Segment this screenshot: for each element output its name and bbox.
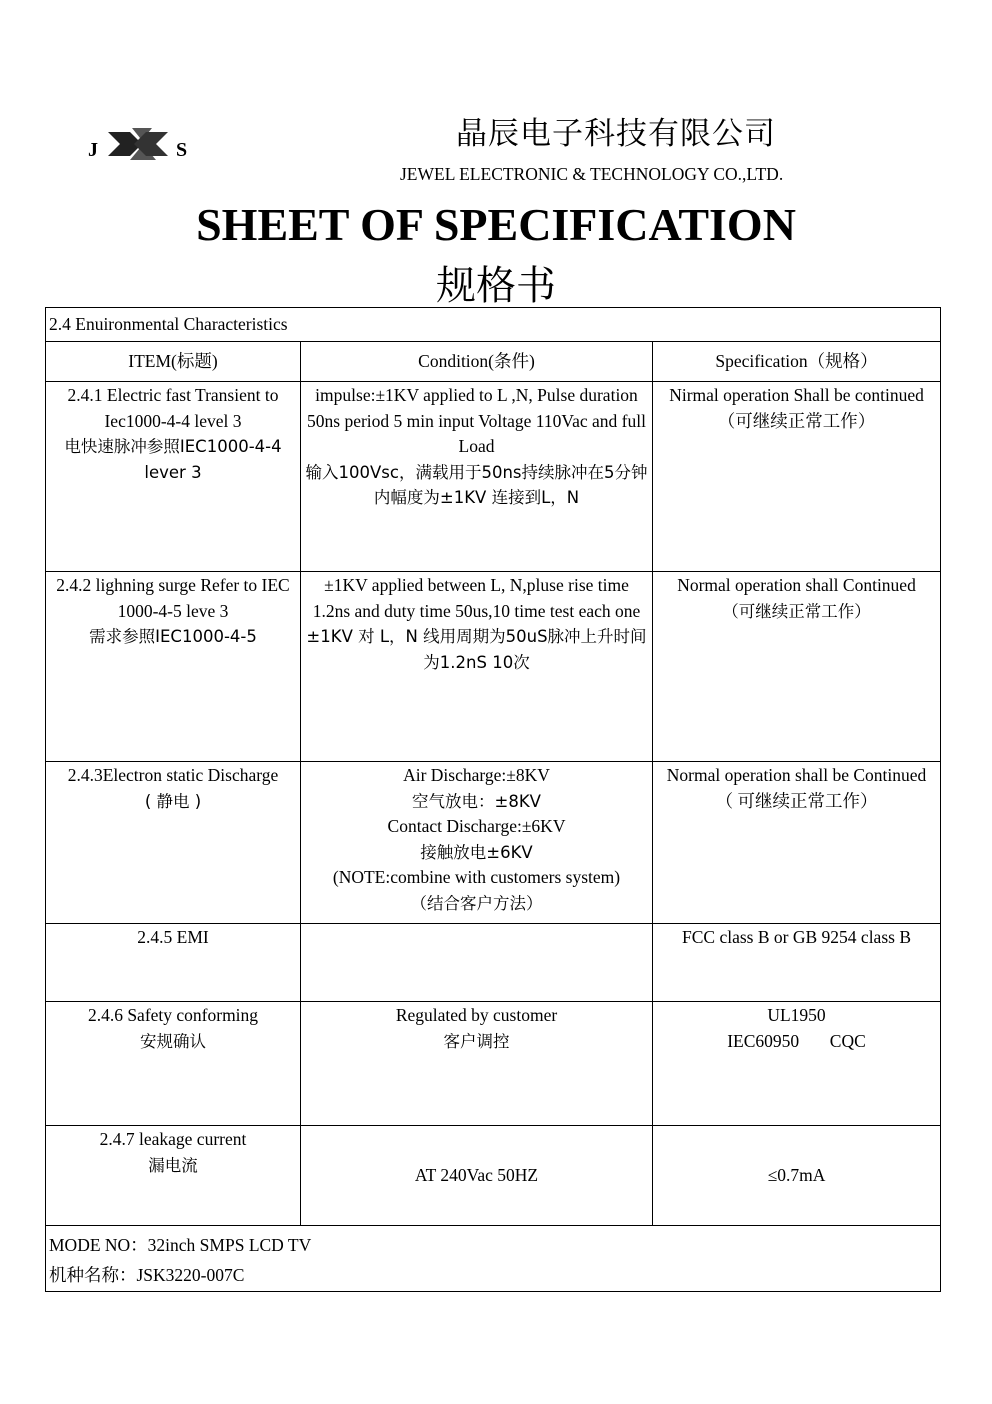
- item-text-cn: 电快速脉冲参照IEC1000-4-4 lever 3: [64, 437, 282, 482]
- item-text-cn: 需求参照IEC1000-4-5: [89, 627, 257, 646]
- condition-text-cn: ±1KV 对 L，N 线用周期为50uS脉冲上升时间为1.2nS 10次: [306, 627, 647, 672]
- svg-text:J: J: [88, 139, 98, 161]
- item-text-cn: ( 静电 ): [144, 791, 202, 811]
- column-header-specification: Specification（规格）: [653, 342, 941, 382]
- table-row: [46, 382, 941, 572]
- condition-text: AT 240Vac 50HZ: [414, 1164, 539, 1185]
- item-text-cn: 安规确认: [140, 1031, 206, 1051]
- company-name-cn: 晶辰电子科技有限公司: [456, 116, 776, 152]
- condition-empty: [301, 924, 653, 1002]
- item-text-cn: 漏电流: [148, 1155, 198, 1175]
- item-text: 2.4.3Electron static Discharge: [67, 765, 279, 785]
- spec-text-cn: （可继续正常工作）: [722, 601, 871, 621]
- model-name: 机种名称：JSK3220-007C: [49, 1265, 245, 1285]
- spec-text: UL1950: [767, 1005, 826, 1025]
- condition-text: (NOTE:combine with customers system): [332, 867, 621, 887]
- table-row: [46, 1126, 941, 1226]
- mode-number: MODE NO：32inch SMPS LCD TV: [49, 1235, 312, 1255]
- item-text: 2.4.7 leakage current: [99, 1129, 247, 1149]
- condition-text-cn: 客户调控: [443, 1031, 510, 1051]
- condition-text-cn: 接触放电±6KV: [420, 842, 533, 862]
- spec-text: Nirmal operation Shall be continued （可继续正常工作）: [669, 385, 924, 431]
- spec-text: ≤0.7mA: [767, 1164, 826, 1185]
- item-text: 2.4.6 Safety conforming: [87, 1005, 259, 1025]
- company-logo: [86, 126, 198, 164]
- spec-text: Normal operation shall Continued: [677, 575, 916, 595]
- table-row: [46, 762, 941, 924]
- condition-text: Contact Discharge:±6KV: [387, 816, 566, 836]
- table-row: [46, 1002, 941, 1126]
- column-header-item: ITEM(标题): [46, 342, 301, 382]
- item-text: 2.4.1 Electric fast Transient to Iec1000-4-4 level 3: [67, 385, 279, 431]
- condition-text-cn: 空气放电：±8KV: [412, 791, 541, 811]
- document-title-en: SHEET OF SPECIFICATION: [196, 199, 796, 250]
- spec-text: Normal operation shall be Continued （ 可继续正常工作）: [666, 765, 927, 811]
- specification-table: [45, 307, 941, 1292]
- company-name-en: JEWEL ELECTRONIC & TECHNOLOGY CO.,LTD.: [400, 164, 784, 184]
- document-title-cn: 规格书: [436, 263, 556, 309]
- spec-text: IEC60950 CQC: [727, 1030, 866, 1051]
- condition-text: ±1KV applied between L, N,pluse rise time 1.2ns and duty time 50us,10 time test each one: [312, 575, 641, 621]
- condition-text: Air Discharge:±8KV: [403, 765, 550, 785]
- table-row: [46, 924, 941, 1002]
- spec-text: FCC class B or GB 9254 class B: [682, 927, 911, 947]
- condition-text: Regulated by customer: [395, 1005, 558, 1025]
- condition-text-cn: 输入100Vsc，满载用于50ns持续脉冲在5分钟内幅度为±1KV 连接到L，N: [305, 462, 648, 507]
- item-text: 2.4.2 lighning surge Refer to IEC 1000-4-5 leve 3: [56, 575, 290, 621]
- column-header-condition: Condition(条件): [301, 342, 653, 382]
- table-row: [46, 572, 941, 762]
- item-text: 2.4.5 EMI: [137, 927, 209, 947]
- section-title: 2.4 Enuironmental Characteristics: [46, 308, 941, 342]
- condition-text: impulse:±1KV applied to L ,N, Pulse duration 50ns period 5 min input Voltage 110Vac and full Load: [307, 385, 646, 456]
- condition-text-cn: （结合客户方法）: [410, 893, 543, 913]
- svg-text:S: S: [176, 139, 188, 161]
